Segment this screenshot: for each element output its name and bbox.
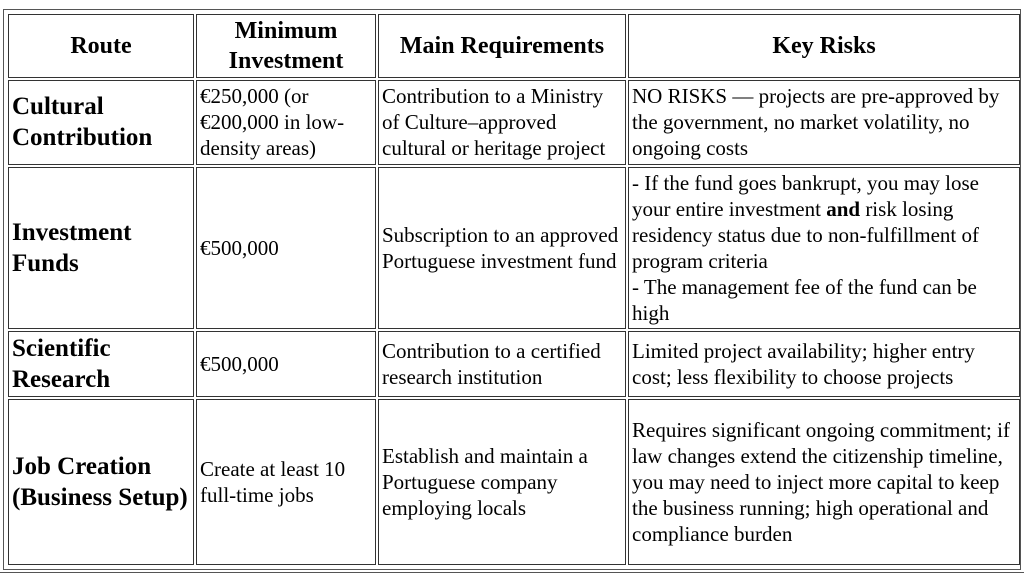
header-key-risks: Key Risks (628, 14, 1020, 78)
investment-cell: €500,000 (196, 331, 376, 398)
header-row (8, 14, 1020, 78)
header-route: Route (8, 14, 194, 78)
risk-bold-text: and (826, 196, 861, 221)
risks-cell: Requires significant ongoing commitment; if law changes extend the citizenship timeline, you may need to inject more capital to keep the business running; high operational and compliance burden (628, 399, 1020, 565)
route-cell: Investment Funds (8, 167, 194, 329)
risks-cell (628, 167, 1020, 329)
risk-item (632, 170, 1016, 274)
investment-cell: Create at least 10 full-time jobs (196, 399, 376, 565)
table-row (8, 80, 1020, 165)
table-row (8, 331, 1020, 398)
route-cell: Job Creation (Business Setup) (8, 399, 194, 565)
risk-text: - If the fund goes bankrupt, you may lose your entire investment (632, 170, 980, 221)
bottom-divider (0, 572, 1024, 573)
route-cell: Cultural Contribution (8, 80, 194, 165)
table-container (3, 9, 1021, 570)
risk-item: - The management fee of the fund can be high (632, 274, 977, 325)
table-row (8, 167, 1020, 329)
investment-cell: €250,000 (or €200,000 in low-density areas) (196, 80, 376, 165)
risks-cell: NO RISKS — projects are pre-approved by the government, no market volatility, no ongoing costs (628, 80, 1020, 165)
header-investment-line1: Minimum (234, 18, 338, 44)
route-cell: Scientific Research (8, 331, 194, 398)
risks-cell: Limited project availability; higher entry cost; less flexibility to choose projects (628, 331, 1020, 398)
header-minimum-investment (196, 14, 376, 78)
requirements-cell: Subscription to an approved Portuguese investment fund (378, 167, 626, 329)
investment-cell: €500,000 (196, 167, 376, 329)
table-row (8, 399, 1020, 565)
golden-visa-routes-table (6, 12, 1022, 567)
risk-text: risk losing residency status due to non-fulfillment of program criteria (632, 196, 980, 273)
requirements-cell: Establish and maintain a Portuguese company employing locals (378, 399, 626, 565)
header-investment-line2: Investment (228, 48, 344, 74)
requirements-cell: Contribution to a certified research institution (378, 331, 626, 398)
header-main-requirements: Main Requirements (378, 14, 626, 78)
requirements-cell: Contribution to a Ministry of Culture–approved cultural or heritage project (378, 80, 626, 165)
